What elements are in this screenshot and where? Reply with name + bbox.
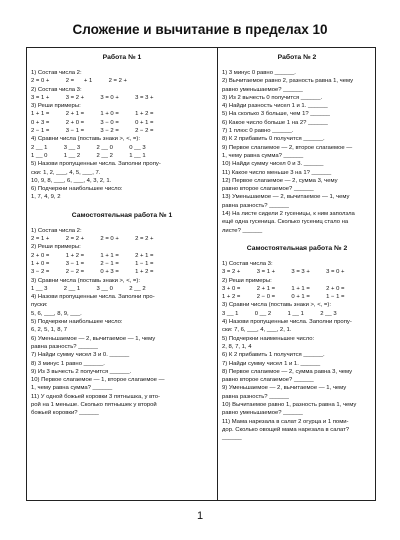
exercise-line: 1, 7, 4, 9, 2 (31, 194, 61, 201)
exercise-line: божьей коровки? ______ (31, 410, 99, 417)
page-number: 1 (196, 510, 204, 522)
exercise-line: 8) 3 минус 1 равно ______. (31, 360, 105, 367)
exercise-line: 3) Сравни числа (поставь знаки >, <, =): (31, 277, 140, 284)
exercise-line: равна разность? ______ (31, 343, 98, 350)
exercise-line: пуски: (31, 302, 48, 309)
independent-work-1-title: Самостоятельная работа № 1 (71, 211, 173, 219)
exercise-line: 10) Вычитаемое равно 1, разность равна 1, чему (222, 401, 357, 408)
exercise-line: рой на 1 меньше. Сколько пятнышек у второй (31, 401, 157, 408)
exercise-line: 2, 8, 7, 1, 4 (222, 343, 252, 350)
work-1-title: Работа № 1 (102, 54, 142, 61)
exercise-line: 11) У одной божьей коровки 3 пятнышка, у вто- (31, 393, 160, 400)
exercise-line: 9) Уменьшаемое — 2, вычитаемое — 1, чему (222, 385, 347, 392)
exercise-line: дор. Сколько овощей мама нарезала в салат? (222, 426, 350, 433)
exercise-line: 8) К 2 прибавить 0 получится ______. (222, 136, 325, 143)
exercise-line: 3 __ 1 0 __ 2 1 __ 1 2 __ 3 (222, 310, 337, 317)
exercise-line: 10, 9, 8, ___, 6, ___, 4, 3, 2, 1. (31, 177, 112, 184)
exercise-line: 3 − 2 = 2 − 2 = 0 + 3 = 1 + 2 = (31, 269, 154, 276)
exercise-line: равно второе слагаемое? ______ (222, 377, 314, 384)
exercise-line: 1) Состав числа 3: (222, 260, 273, 267)
exercise-line: 3) Реши примеры: (31, 103, 81, 110)
exercise-line: 4) Сравни числа (поставь знаки >, <, =): (31, 136, 140, 143)
exercise-line: равна разность? ______ (222, 202, 289, 209)
exercise-line: 4) Назови пропущенные числа. Заполни про- (31, 294, 155, 301)
exercise-line: ещё одна гусеница. Сколько гусениц стало на (222, 219, 349, 226)
exercise-line: 7) 1 плюс 0 равно ______. (222, 128, 294, 135)
exercise-line: 7) Найди сумму чисел 1 и 1. ______ (222, 360, 321, 367)
exercise-line: 2 __ 1 3 __ 3 2 __ 0 0 __ 3 (31, 144, 146, 151)
exercise-line: равно уменьшаемое? ______ (222, 410, 303, 417)
exercise-line: 6, 2, 5, 1, 8, 7 (31, 327, 68, 334)
work-2-lines (222, 69, 372, 235)
exercise-line: 0 + 3 = 2 + 0 = 3 − 0 = 0 + 1 = (31, 119, 154, 126)
independent-work-1-lines (31, 227, 213, 418)
exercise-line: 4) Назови пропущенные числа. Заполни пропу- (222, 319, 352, 326)
exercise-line: 13) Уменьшаемое — 2, вычитаемое — 1, чему (222, 194, 350, 201)
exercise-line: 1 __ 0 1 __ 2 2 __ 2 1 __ 1 (31, 152, 146, 159)
exercise-line: 1 + 1 = 2 + 1 = 1 + 0 = 1 + 2 = (31, 111, 154, 118)
exercise-line: 2 = 1 + 2 = 2 + 2 = 0 + 2 = 2 + (31, 236, 154, 243)
left-column (31, 53, 213, 418)
right-column (222, 53, 372, 442)
exercise-line: 8) Первое слагаемое — 2, сумма равна 3, чему (222, 368, 353, 375)
exercise-line: 5) Подчеркни наибольшее число: (31, 319, 123, 326)
exercise-line: 1, чему равна сумма? ______ (222, 152, 304, 159)
work-1-lines (31, 69, 213, 202)
exercise-line: 3 = 1 + 3 = 2 + 3 = 0 + 3 = 3 + (31, 94, 154, 101)
exercise-line: 4) Найди разность чисел 1 и 1. ______ (222, 103, 328, 110)
work-2-title: Работа № 2 (277, 54, 317, 61)
exercise-line: равна разность? ______ (222, 393, 289, 400)
exercise-line: 6) Уменьшаемое — 2, вычитаемое — 1, чему (31, 335, 156, 342)
exercise-line: 6) К 2 прибавить 1 получится ______. (222, 352, 325, 359)
exercise-line: 1 + 0 = 3 − 1 = 2 − 1 = 1 − 1 = (31, 260, 154, 267)
exercise-line: 5, 6, ___, 8, 9, ___. (31, 310, 82, 317)
exercise-line: 14) На листе сидели 2 гусеницы, к ним заползла (222, 211, 355, 218)
exercise-line: 1) 3 минус 0 равно ______. (222, 70, 296, 76)
column-divider (217, 48, 218, 500)
exercise-line: равно уменьшаемое? ______ (222, 86, 303, 93)
exercise-line: 2 = 0 + 2 = + 1 2 = 2 + (31, 78, 127, 85)
exercise-line: 2) Состав числа 3: (31, 86, 82, 93)
exercise-line: 9) Из 3 вычесть 2 получится ______. (31, 368, 132, 375)
exercise-line: 1) Состав числа 2: (31, 227, 82, 234)
exercise-line: ски: 1, 2, ___, 4, 5, ___, 7. (31, 169, 101, 176)
exercise-line: 10) Найди сумму чисел 0 и 3. ______ (222, 161, 324, 168)
independent-work-2-title: Самостоятельная работа № 2 (246, 244, 348, 252)
exercise-line: 3) Из 2 вычесть 0 получится ______. (222, 94, 323, 101)
exercise-line: 6) Какое число больше 1 на 2? ______ (222, 119, 328, 126)
independent-work-2-lines (222, 260, 372, 443)
page-title: Сложение и вычитание в пределах 10 (72, 22, 328, 37)
exercise-line: 9) Первое слагаемое — 2, второе слагаемое — (222, 144, 353, 151)
exercise-frame (26, 47, 376, 501)
exercise-line: 1) Состав числа 2: (31, 70, 82, 76)
exercise-line: 3) Сравни числа (поставь знаки >, <, =): (222, 302, 331, 309)
exercise-line: 5) Назови пропущенные числа. Заполни пропу- (31, 161, 161, 168)
exercise-line: 5) На сколько 3 больше, чем 1? ______ (222, 111, 330, 118)
exercise-line: 10) Первое слагаемое — 1, второе слагаемое — (31, 377, 165, 384)
exercise-line: ски: 7, 6, ___, 4, ___, 2, 1. (222, 327, 292, 334)
exercise-line: 2 − 1 = 3 − 1 = 3 − 2 = 2 − 2 = (31, 128, 154, 135)
exercise-line: листе? ______ (222, 227, 263, 234)
exercise-line: 5) Подчеркни наименьшее число: (222, 335, 315, 342)
exercise-line: 1 + 2 = 2 − 0 = 0 + 1 = 1 − 1 = (222, 294, 345, 301)
exercise-line: 7) Найди сумму чисел 3 и 0. ______ (31, 352, 130, 359)
exercise-line: 11) Какое число меньше 3 на 1? ______ (222, 169, 332, 176)
exercise-line: 11) Мама нарезала в салат 2 огурца и 1 поми- (222, 418, 349, 425)
exercise-line: ______ (222, 435, 242, 442)
exercise-line: 3 + 0 = 2 + 1 = 1 + 1 = 2 + 0 = (222, 285, 345, 292)
exercise-line: 12) Первое слагаемое — 2, сумма 3, чему (222, 177, 338, 184)
exercise-line: 2) Вычитаемое равно 2, разность равна 1, чему (222, 78, 354, 85)
exercise-line: 2 + 0 = 1 + 2 = 1 + 1 = 2 + 1 = (31, 252, 154, 259)
exercise-line: 1 __ 3 2 __ 1 3 __ 0 2 __ 2 (31, 285, 146, 292)
exercise-line: 2) Реши примеры: (31, 244, 81, 251)
exercise-line: 6) Подчеркни наибольшее число: (31, 186, 123, 193)
exercise-line: 1, чему равна сумма? ______ (31, 385, 113, 392)
exercise-line: 3 = 2 + 3 = 1 + 3 = 3 + 3 = 0 + (222, 269, 345, 276)
exercise-line: 2) Реши примеры: (222, 277, 272, 284)
exercise-line: равно второе слагаемое? ______ (222, 186, 314, 193)
